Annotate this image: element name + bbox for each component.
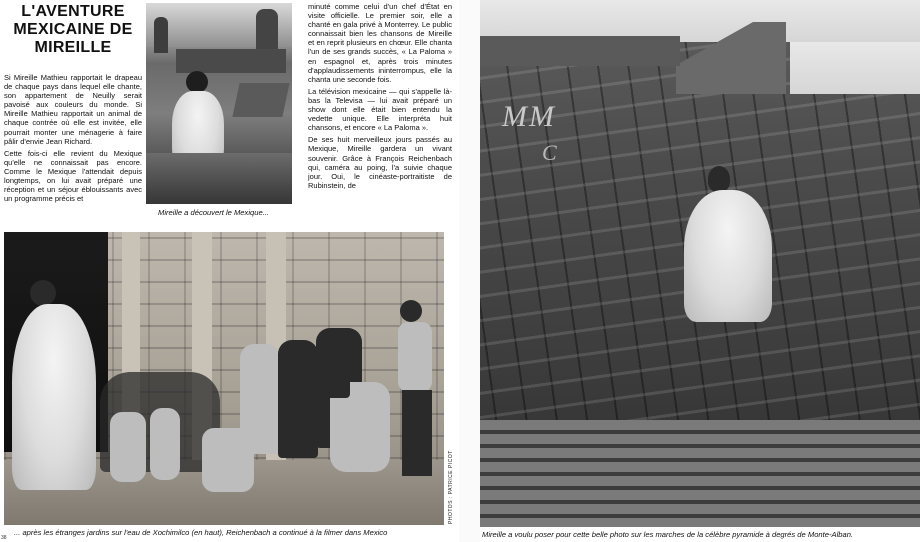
right-photo-caption: Mireille a voulu poser pour cette belle photo sur les marches de la célèbre pyramide à degrés de Monte-Alban. xyxy=(482,530,854,539)
monte-alban-pyramid-photo xyxy=(480,0,920,527)
photo-woman-head xyxy=(400,300,422,322)
bottom-photo-caption: ... après les étranges jardins sur l'eau de Xochimilco (en haut), Reichenbach a continué à la filmer dans Mexico xyxy=(14,528,388,537)
photo-boats xyxy=(176,49,286,73)
top-photo-caption: Mireille a découvert le Mexique... xyxy=(158,208,270,217)
page-gutter xyxy=(459,0,480,542)
headline-line-2: MEXICAINE DE xyxy=(13,21,133,38)
photo-wall-edge xyxy=(480,36,680,66)
photo-singer-head xyxy=(708,166,730,192)
article-column-1 xyxy=(4,73,142,206)
photo-man xyxy=(278,340,318,458)
graffiti-text: MM xyxy=(502,100,556,133)
headline-line-1: L'AVENTURE xyxy=(21,3,125,20)
page-number: 38 xyxy=(1,535,7,541)
photo-credit: PHOTOS : PATRICE PICOT xyxy=(448,450,454,524)
graffiti-text: C xyxy=(542,140,557,165)
photo-woman-legs xyxy=(402,390,432,476)
photo-tree xyxy=(154,17,168,53)
photo-singer-head xyxy=(30,280,56,306)
column1-paragraph-2: Cette fois-ci elle revient du Mexique qu'elle ne connaissait pas encore. Comme le Mexique l'attendait depuis longtemps, on lui avait préparé une réception et un séjour éblouissants avec un programme précis et xyxy=(4,148,142,204)
photo-sky xyxy=(790,42,920,94)
column2-paragraph-2: La télévision mexicaine — qui s'appelle là-bas la Televisa — lui avait préparé un show dont elle était bien entendu la vedette unique. Elle interpréta huit chansons, et encore « La Paloma ». xyxy=(308,86,452,133)
photo-child xyxy=(150,408,180,480)
photo-man xyxy=(240,344,280,454)
column2-paragraph-3: De ses huit merveilleux jours passés au Mexique, Mireille gardera un vivant souvenir. Grâce à François Reichenbach qui, caméra au poing, l'a suivie chaque jour. Oui, le cinéaste-portraitiste de Rubinstein, de xyxy=(308,135,452,190)
photo-boat xyxy=(232,83,289,117)
headline-line-3: MIREILLE xyxy=(34,39,112,56)
photo-singer-dress xyxy=(684,190,772,322)
photo-camera xyxy=(324,378,350,398)
photo-singer-dress xyxy=(12,304,96,490)
column1-paragraph-1: Si Mireille Mathieu rapportait le drapeau de chaque pays dans lequel elle chante, son appartement de Neuilly serait pavoisé aux couleurs du monde. Si Mireille Mathieu rapportait un animal de chaque contrée où elle est invitée, elle pourrait monter une ménagerie à faire pâlir d'envie Jean Richard. xyxy=(4,73,142,146)
photo-water xyxy=(146,153,292,204)
article-headline xyxy=(4,3,142,57)
xochimilco-photo xyxy=(146,3,292,204)
photo-figure-head xyxy=(186,71,208,93)
photo-woman-shirt xyxy=(398,322,432,392)
article-column-2 xyxy=(308,2,452,193)
photo-child xyxy=(110,412,146,482)
column2-paragraph-1: minuté comme celui d'un chef d'État en visite officielle. Le premier soir, elle a chanté en gala privé à Monterrey. Le public connaissait bien les chansons de Mireille et en reprit plusieurs en chœur. Elle chanta l'un de ses grands succès, « La Paloma » en espagnol et, après trois minutes d'applaudissements ininterrompus, elle la chanta une seconde fois. xyxy=(308,2,452,84)
mexico-city-filming-photo xyxy=(4,232,444,525)
photo-steps xyxy=(480,420,920,527)
